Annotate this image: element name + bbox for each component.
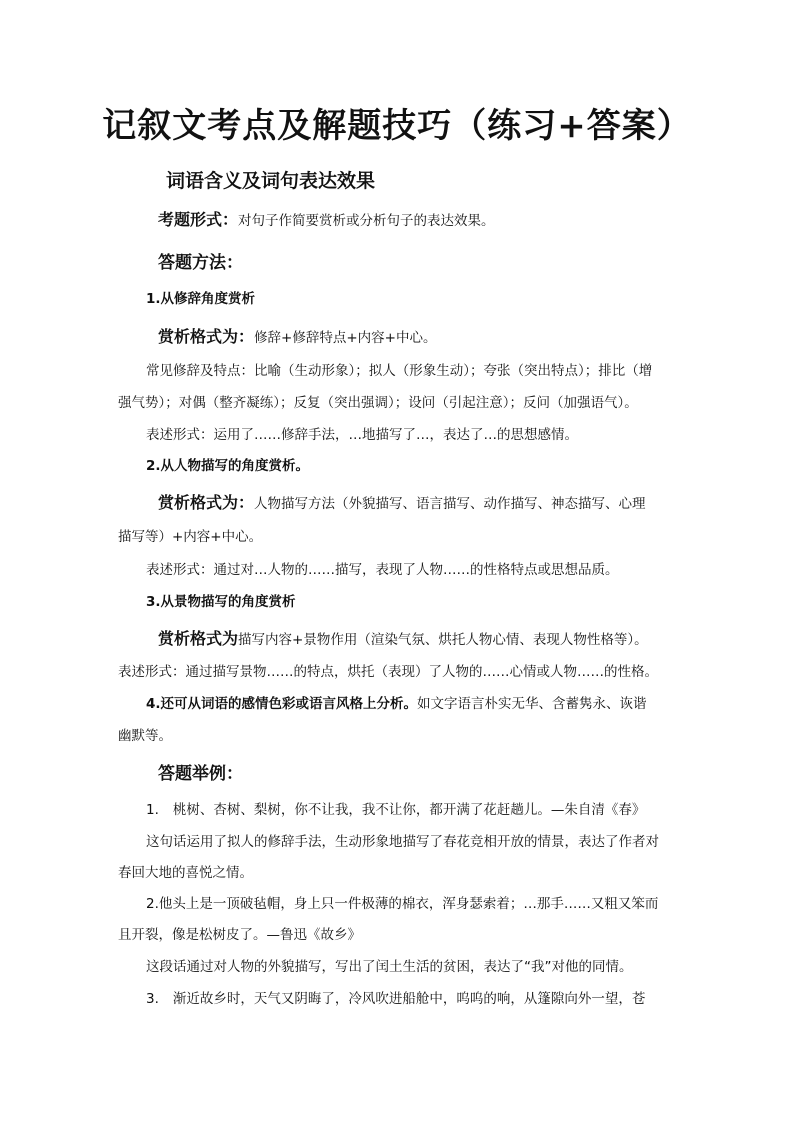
section4-line: [146, 694, 647, 714]
section3-express: 表述形式：通过描写景物……的特点，烘托（表现）了人物的……心情或人物……的性格。: [118, 664, 658, 680]
example-1-quote-line: [146, 800, 645, 820]
example-1-answer2: 春回大地的喜悦之情。: [118, 865, 253, 881]
section4-text2: 幽默等。: [118, 728, 172, 744]
section2-format-line: [158, 493, 646, 514]
section1-express: 表述形式：运用了……修辞手法，…地描写了…，表达了…的思想感情。: [146, 427, 578, 443]
exam-form-line: [158, 210, 495, 231]
example-1-quote: 桃树、杏树、梨树，你不让我，我不让你，都开满了花赶趟儿。—朱自清《春》: [172, 802, 646, 818]
section2-heading: 2.从人物描写的角度赏析。: [146, 458, 310, 474]
section3-format-text: 描写内容+景物作用（渲染气氛、烘托人物心情、表现人物性格等）。: [238, 632, 648, 648]
example-2-num: 2.: [146, 896, 159, 912]
example-3-quote1: 渐近故乡时，天气又阴晦了，冷风吹进船舱中，呜呜的响，从篷隙向外一望，苍: [172, 991, 646, 1007]
page-title: 记叙文考点及解题技巧（练习+答案）: [102, 106, 692, 146]
section2-format-text: 人物描写方法（外貌描写、语言描写、动作描写、神态描写、心理: [254, 496, 646, 512]
section3-heading: 3.从景物描写的角度赏析: [146, 594, 296, 610]
exam-form-label: 考题形式：: [158, 210, 239, 229]
example-1-answer1: 这句话运用了拟人的修辞手法，生动形象地描写了春花竞相开放的情景，表达了作者对: [146, 834, 659, 850]
exam-form-text: 对句子作简要赏析或分析句子的表达效果。: [238, 213, 495, 229]
section1-common-line1: 常见修辞及特点：比喻（生动形象）；拟人（形象生动）；夸张（突出特点）；排比（增: [146, 363, 653, 379]
section3-format-label: 赏析格式为: [158, 629, 239, 648]
section1-format-text: 修辞+修辞特点+内容+中心。: [254, 330, 437, 346]
section1-format-label: 赏析格式为：: [158, 327, 255, 346]
section4-text: 如文字语言朴实无华、含蓄隽永、诙谐: [417, 696, 647, 712]
section2-format-label: 赏析格式为：: [158, 493, 255, 512]
section1-heading: 1.从修辞角度赏析: [146, 291, 256, 307]
section1-common-line2: 强气势）；对偶（整齐凝练）；反复（突出强调）；设问（引起注意）；反问（加强语气）。: [118, 395, 638, 411]
example-1-num: 1.: [146, 802, 159, 818]
section1-format-line: [158, 327, 436, 348]
method-heading: 答题方法：: [158, 253, 243, 273]
example-3-num: 3.: [146, 991, 159, 1007]
section-subtitle: 词语含义及词句表达效果: [166, 170, 376, 192]
section2-format-line2: 描写等）+内容+中心。: [118, 529, 263, 545]
section2-express: 表述形式：通过对…人物的……描写，表现了人物……的性格特点或思想品质。: [146, 562, 619, 578]
example-2-answer1: 这段话通过对人物的外貌描写，写出了闰土生活的贫困，表达了“我”对他的同情。: [146, 959, 633, 975]
example-2-quote2: 且开裂，像是松树皮了。—鲁迅《故乡》: [118, 927, 361, 943]
example-2-quote-line: [146, 894, 658, 914]
section4-heading: 4.还可从词语的感情色彩或语言风格上分析。: [146, 696, 418, 712]
example-3-quote-line: [146, 989, 645, 1009]
example-2-quote1: 他头上是一顶破毡帽，身上只一件极薄的棉衣，浑身瑟索着；…那手……又粗又笨而: [158, 896, 659, 912]
examples-heading: 答题举例：: [158, 764, 243, 784]
section3-format-line: [158, 629, 648, 650]
